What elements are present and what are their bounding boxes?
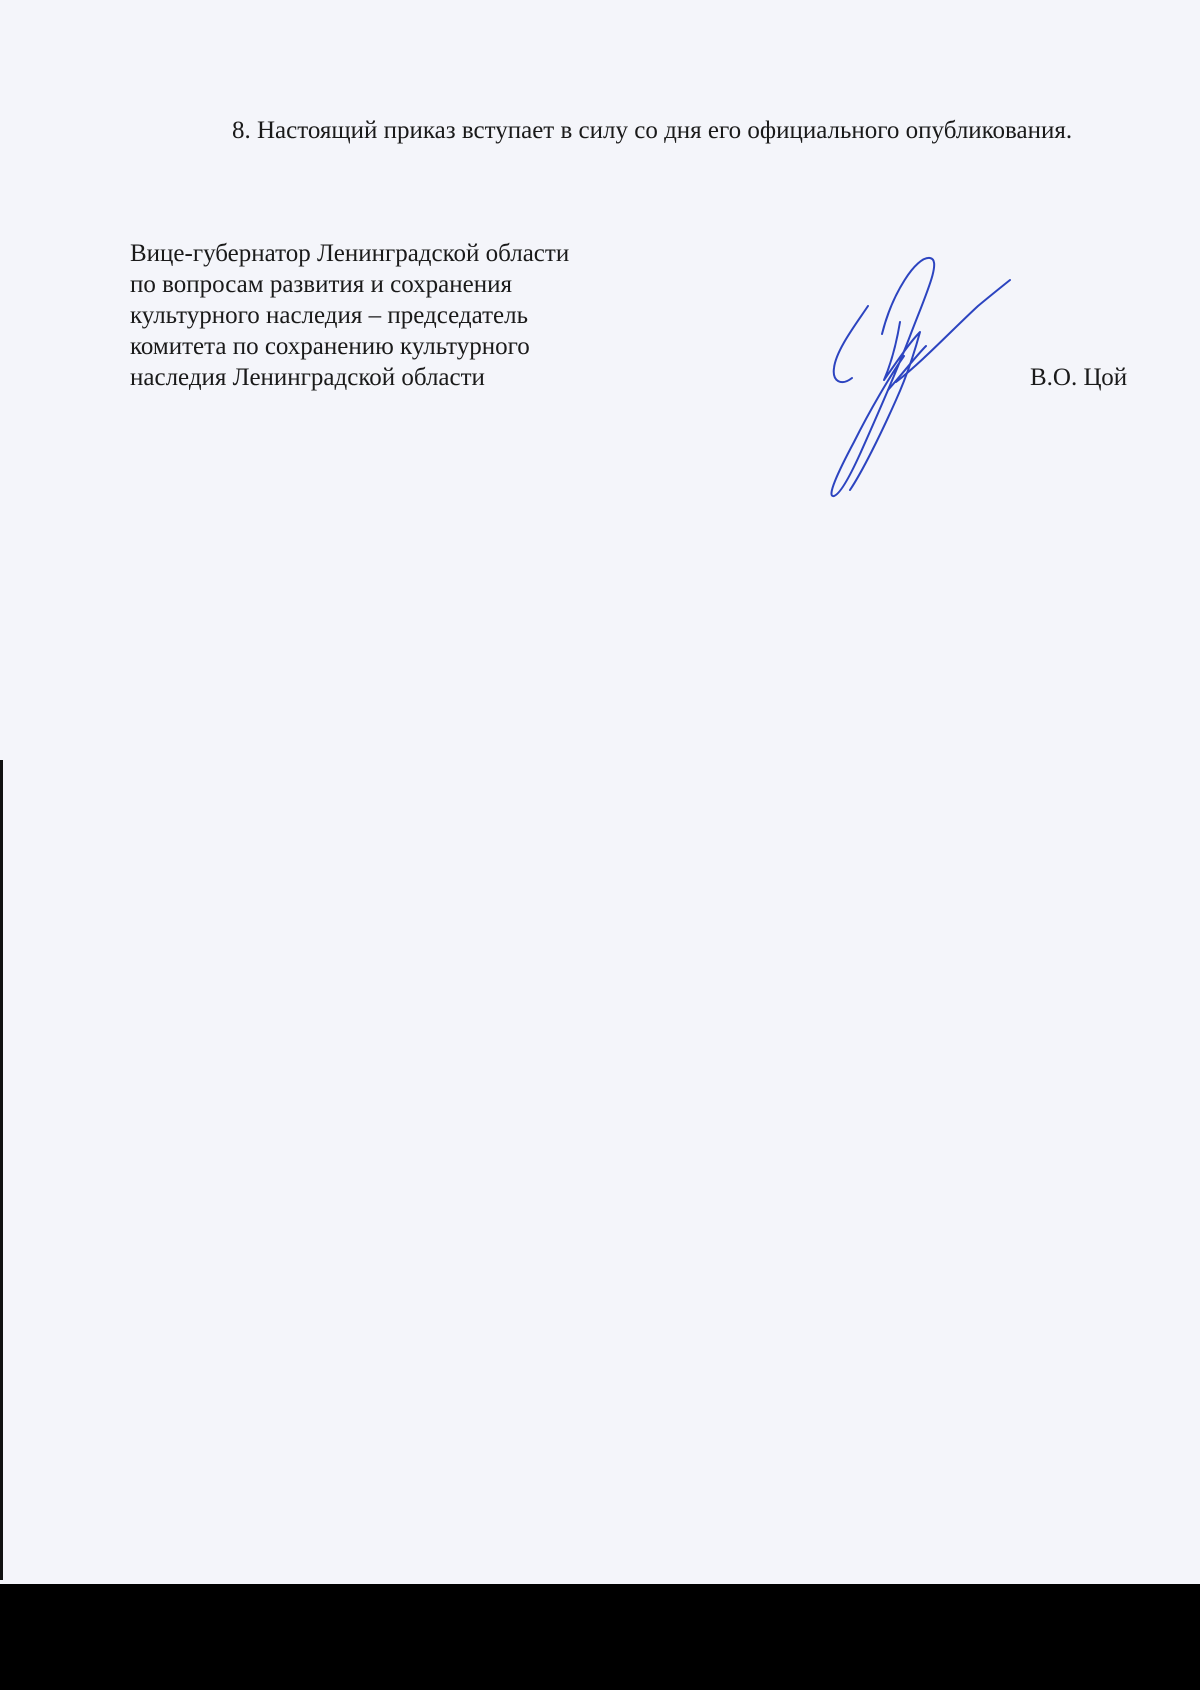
signer-position-line: наследия Ленинградской области [130, 364, 485, 391]
handwritten-signature [800, 250, 1040, 500]
effective-date-paragraph: 8. Настоящий приказ вступает в силу со дня его официального опубликования. [232, 117, 1073, 144]
scan-edge-shadow [0, 760, 3, 1580]
signer-position [130, 238, 690, 393]
signer-name: В.О. Цой [1030, 364, 1128, 391]
signer-position-line: комитета по сохранению культурного [130, 333, 530, 360]
signer-position-line: Вице-губернатор Ленинградской области [130, 240, 570, 267]
scan-bottom-border [0, 1584, 1200, 1690]
signer-position-line: культурного наследия – председатель [130, 302, 528, 329]
signer-position-line: по вопросам развития и сохранения [130, 271, 512, 298]
